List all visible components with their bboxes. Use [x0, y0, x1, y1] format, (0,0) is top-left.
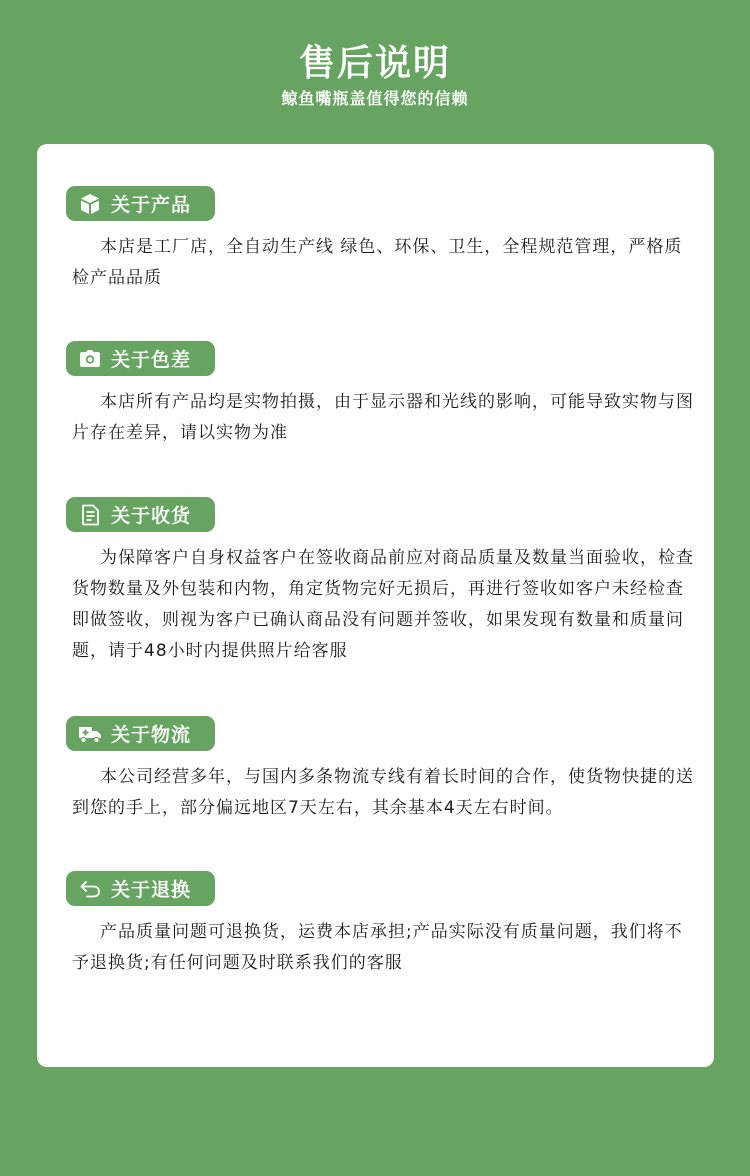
- section-title: 关于物流: [111, 724, 192, 746]
- page-subtitle: 鲸鱼嘴瓶盖值得您的信赖: [281, 89, 469, 108]
- section-title: 关于产品: [111, 194, 192, 216]
- section-title-badge: [66, 186, 215, 221]
- section-title-badge: [66, 871, 215, 906]
- section-title: 关于收货: [111, 505, 192, 527]
- section-body: 产品质量问题可退换货，运费本店承担;产品实际没有质量问题，我们将不予退换货;有任何问题及时联系我们的客服: [72, 922, 683, 973]
- section-title: 关于退换: [111, 879, 192, 901]
- page-title: 售后说明: [298, 43, 451, 84]
- return-arrow-icon: [78, 877, 102, 901]
- section-title-badge: [66, 716, 215, 751]
- section-body: 本店所有产品均是实物拍摄，由于显示器和光线的影响，可能导致实物与图片存在差异，请以实物为准: [72, 392, 694, 443]
- box-icon: [78, 192, 102, 216]
- section-title-badge: [66, 497, 215, 532]
- section-title-badge: [66, 341, 215, 376]
- content-card: [37, 144, 714, 1067]
- camera-icon: [78, 347, 102, 371]
- section-title: 关于色差: [111, 349, 192, 371]
- section-body: 本店是工厂店，全自动生产线 绿色、环保、卫生，全程规范管理，严格质检产品品质: [72, 237, 683, 288]
- section-body: 本公司经营多年，与国内多条物流专线有着长时间的合作，使货物快捷的送到您的手上，部分偏远地区7天左右，其余基本4天左右时间。: [72, 767, 694, 818]
- document-icon: [78, 503, 102, 527]
- section-body: 为保障客户自身权益客户在签收商品前应对商品质量及数量当面验收，检查货物数量及外包装和内物，角定货物完好无损后，再进行签收如客户未经检查即做签收，则视为客户已确认商品没有问题并签收，如果发现有数量和质量问题，请于48小时内提供照片给客服: [72, 548, 694, 661]
- truck-icon: [78, 722, 102, 746]
